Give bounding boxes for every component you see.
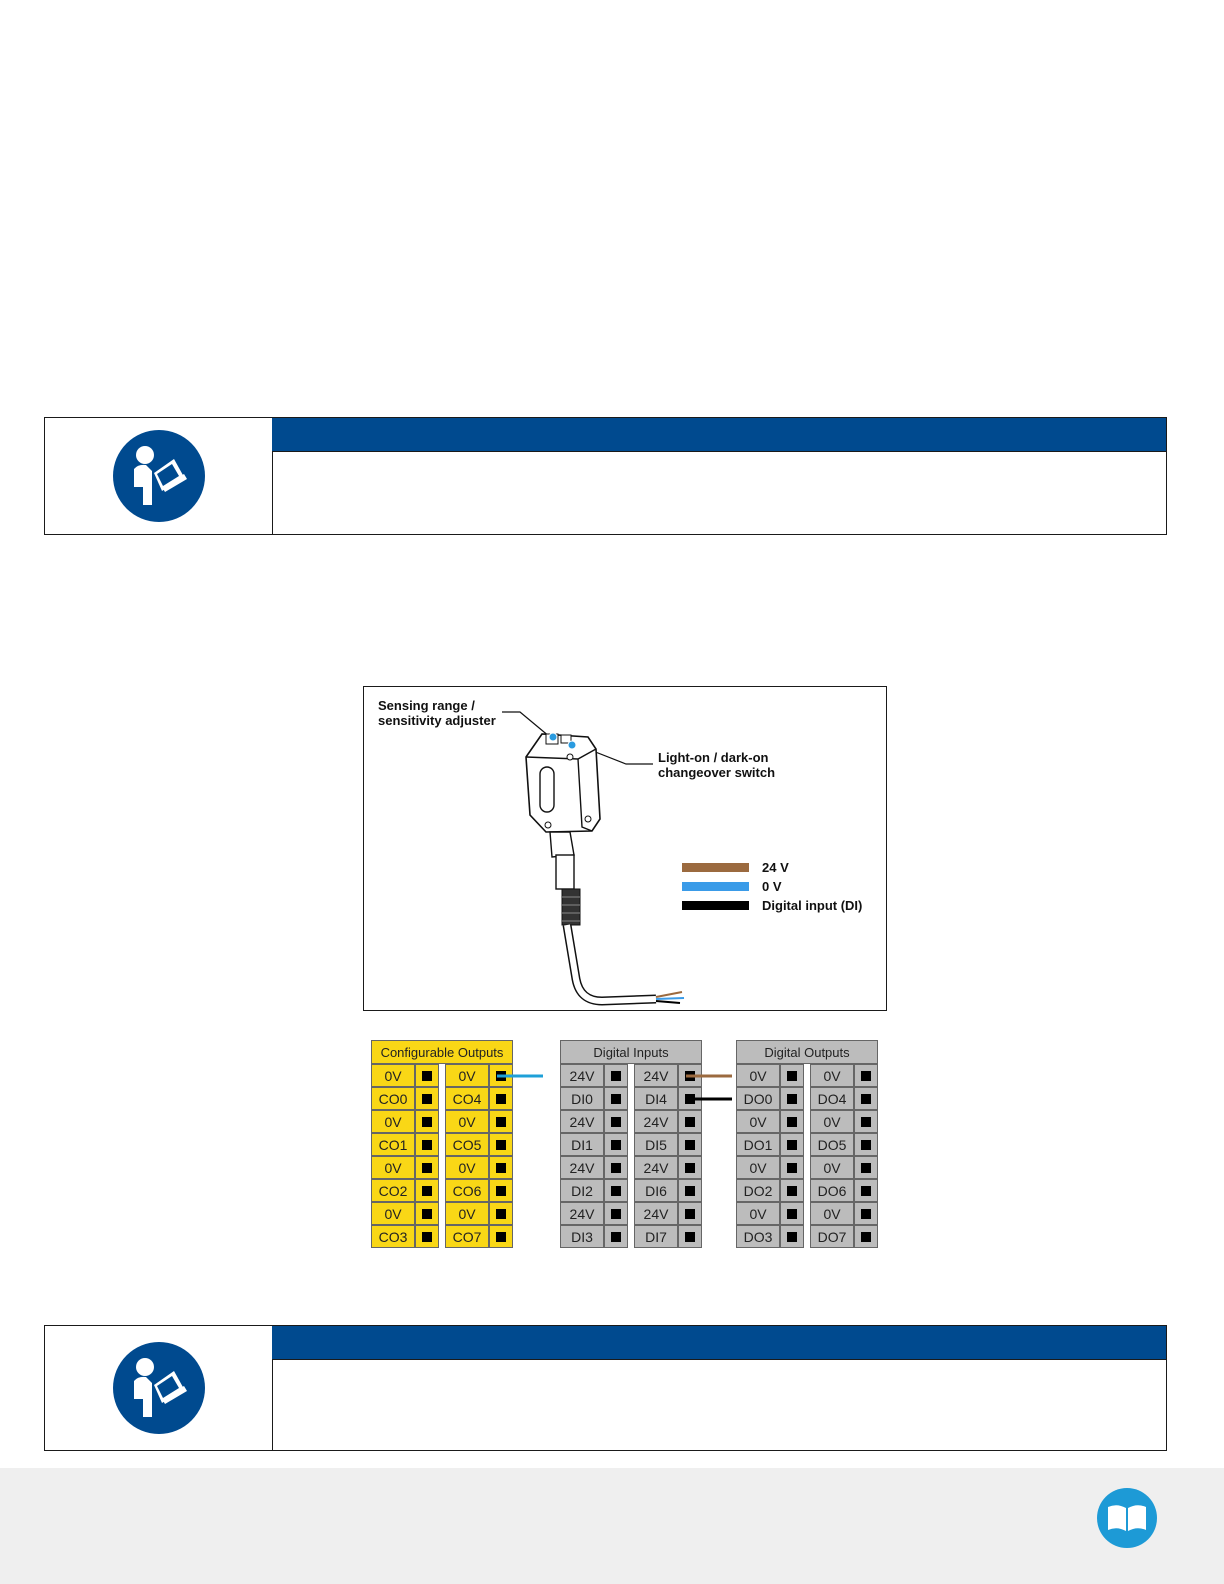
terminal-square-icon: [861, 1209, 871, 1219]
terminal-label: DI2: [560, 1179, 604, 1202]
terminal-square-icon: [422, 1232, 432, 1242]
terminal-square-icon: [861, 1140, 871, 1150]
terminal-label: DO4: [810, 1087, 854, 1110]
legend-swatch-brown: [682, 863, 749, 872]
terminal-screw: [780, 1202, 804, 1225]
terminal-screw: [489, 1087, 513, 1110]
terminal-label: 24V: [634, 1064, 678, 1087]
terminal-square-icon: [861, 1232, 871, 1242]
terminal-screw: [854, 1087, 878, 1110]
notice-box-top: [44, 417, 1167, 535]
terminal-label: 0V: [371, 1110, 415, 1133]
terminal-square-icon: [496, 1186, 506, 1196]
terminal-label: CO1: [371, 1133, 415, 1156]
terminal-square-icon: [496, 1071, 506, 1081]
terminal-square-icon: [611, 1117, 621, 1127]
terminal-label: 0V: [445, 1110, 489, 1133]
terminal-screw: [854, 1133, 878, 1156]
legend-swatch-black: [682, 901, 749, 910]
terminal-screw: [854, 1225, 878, 1248]
sensing-adjuster-label: Sensing range / sensitivity adjuster: [378, 698, 496, 728]
terminal-label: 24V: [634, 1110, 678, 1133]
legend-24v: [682, 860, 789, 875]
terminal-label: 0V: [371, 1156, 415, 1179]
legend-digital-input: [682, 898, 862, 913]
terminal-screw: [854, 1202, 878, 1225]
terminal-label: DI6: [634, 1179, 678, 1202]
terminal-screw: [780, 1064, 804, 1087]
terminal-label: DI7: [634, 1225, 678, 1248]
terminal-screw: [854, 1179, 878, 1202]
terminal-square-icon: [611, 1094, 621, 1104]
terminal-screw: [604, 1110, 628, 1133]
digital-inputs-block: [560, 1040, 702, 1250]
terminal-label: CO2: [371, 1179, 415, 1202]
terminal-screw: [678, 1087, 702, 1110]
terminal-screw: [489, 1179, 513, 1202]
sensor-figure: [363, 686, 887, 1011]
terminal-square-icon: [861, 1094, 871, 1104]
terminal-label: 24V: [634, 1156, 678, 1179]
terminal-label: DI0: [560, 1087, 604, 1110]
changeover-switch-label: Light-on / dark-on changeover switch: [658, 750, 776, 780]
notice-header-bar: [272, 1326, 1166, 1360]
terminal-screw: [854, 1064, 878, 1087]
terminal-label: 0V: [810, 1110, 854, 1133]
terminal-label: DO1: [736, 1133, 780, 1156]
terminal-screw: [604, 1133, 628, 1156]
terminal-label: CO0: [371, 1087, 415, 1110]
terminal-screw: [604, 1064, 628, 1087]
terminal-square-icon: [685, 1209, 695, 1219]
terminal-square-icon: [787, 1209, 797, 1219]
terminal-label: 0V: [810, 1064, 854, 1087]
terminal-screw: [604, 1156, 628, 1179]
sensor-drawing: [364, 687, 885, 1009]
terminal-screw: [780, 1133, 804, 1156]
terminal-screw: [604, 1179, 628, 1202]
terminal-screw: [678, 1064, 702, 1087]
terminal-square-icon: [787, 1071, 797, 1081]
terminal-screw: [489, 1202, 513, 1225]
terminal-screw: [415, 1110, 439, 1133]
terminal-square-icon: [685, 1071, 695, 1081]
terminal-screw: [780, 1087, 804, 1110]
configurable-outputs-block: [371, 1040, 513, 1250]
terminal-screw: [780, 1110, 804, 1133]
terminal-square-icon: [496, 1163, 506, 1173]
terminal-label: CO7: [445, 1225, 489, 1248]
terminal-label: 0V: [810, 1202, 854, 1225]
terminal-label: DO7: [810, 1225, 854, 1248]
notice-header-bar: [272, 418, 1166, 452]
terminal-screw: [489, 1225, 513, 1248]
terminal-label: 24V: [560, 1202, 604, 1225]
terminal-label: 0V: [371, 1202, 415, 1225]
terminal-label: DI1: [560, 1133, 604, 1156]
terminal-screw: [780, 1225, 804, 1248]
terminal-square-icon: [422, 1163, 432, 1173]
terminal-label: 24V: [560, 1110, 604, 1133]
terminal-label: 24V: [634, 1202, 678, 1225]
terminal-label: 0V: [736, 1110, 780, 1133]
terminal-square-icon: [861, 1071, 871, 1081]
terminal-square-icon: [611, 1163, 621, 1173]
terminal-square-icon: [611, 1140, 621, 1150]
terminal-screw: [415, 1179, 439, 1202]
terminal-label: 0V: [810, 1156, 854, 1179]
terminal-square-icon: [685, 1163, 695, 1173]
digital-outputs-title: Digital Outputs: [736, 1040, 878, 1064]
configurable-outputs-title: Configurable Outputs: [371, 1040, 513, 1064]
legend-label: 24 V: [762, 860, 789, 875]
terminal-square-icon: [787, 1232, 797, 1242]
digital-outputs-block: [736, 1040, 878, 1250]
terminal-square-icon: [685, 1140, 695, 1150]
terminal-screw: [415, 1225, 439, 1248]
page-footer: [0, 1468, 1224, 1584]
terminal-screw: [780, 1179, 804, 1202]
terminal-square-icon: [685, 1117, 695, 1127]
terminal-screw: [415, 1087, 439, 1110]
open-book-icon[interactable]: [1096, 1487, 1158, 1549]
terminal-screw: [678, 1179, 702, 1202]
terminal-square-icon: [685, 1232, 695, 1242]
terminal-square-icon: [611, 1186, 621, 1196]
terminal-label: DO3: [736, 1225, 780, 1248]
terminal-square-icon: [787, 1117, 797, 1127]
terminal-label: CO3: [371, 1225, 415, 1248]
digital-inputs-title: Digital Inputs: [560, 1040, 702, 1064]
terminal-label: 0V: [445, 1202, 489, 1225]
terminal-label: 0V: [445, 1156, 489, 1179]
terminal-label: CO6: [445, 1179, 489, 1202]
terminal-square-icon: [422, 1140, 432, 1150]
terminal-square-icon: [422, 1209, 432, 1219]
notice-icon-cell: [45, 418, 273, 534]
terminal-square-icon: [611, 1209, 621, 1219]
terminal-square-icon: [787, 1186, 797, 1196]
legend-label: Digital input (DI): [762, 898, 863, 913]
terminal-label: DO5: [810, 1133, 854, 1156]
legend-0v: [682, 879, 782, 894]
terminal-square-icon: [685, 1094, 695, 1104]
terminal-square-icon: [861, 1163, 871, 1173]
terminal-square-icon: [422, 1094, 432, 1104]
terminal-screw: [415, 1133, 439, 1156]
terminal-square-icon: [496, 1117, 506, 1127]
terminal-label: 0V: [736, 1202, 780, 1225]
terminal-label: 24V: [560, 1064, 604, 1087]
terminal-screw: [678, 1110, 702, 1133]
terminal-label: 0V: [736, 1156, 780, 1179]
read-manual-icon: [112, 1341, 206, 1435]
terminal-label: DI5: [634, 1133, 678, 1156]
terminal-screw: [604, 1225, 628, 1248]
terminal-screw: [489, 1156, 513, 1179]
terminal-screw: [415, 1156, 439, 1179]
terminal-label: DO6: [810, 1179, 854, 1202]
read-manual-icon: [112, 429, 206, 523]
terminal-square-icon: [496, 1232, 506, 1242]
terminal-screw: [854, 1110, 878, 1133]
terminal-screw: [678, 1133, 702, 1156]
terminal-screw: [604, 1202, 628, 1225]
legend-label: 0 V: [762, 879, 782, 894]
terminal-square-icon: [422, 1071, 432, 1081]
terminal-square-icon: [611, 1232, 621, 1242]
terminal-square-icon: [787, 1094, 797, 1104]
terminal-screw: [854, 1156, 878, 1179]
terminal-label: CO4: [445, 1087, 489, 1110]
terminal-screw: [780, 1156, 804, 1179]
terminal-label: CO5: [445, 1133, 489, 1156]
terminal-screw: [678, 1202, 702, 1225]
notice-box-bottom: [44, 1325, 1167, 1451]
terminal-label: 0V: [371, 1064, 415, 1087]
terminal-label: DO0: [736, 1087, 780, 1110]
terminal-screw: [415, 1202, 439, 1225]
terminal-square-icon: [611, 1071, 621, 1081]
terminal-screw: [489, 1133, 513, 1156]
terminal-square-icon: [861, 1186, 871, 1196]
terminal-screw: [678, 1225, 702, 1248]
terminal-square-icon: [861, 1117, 871, 1127]
terminal-screw: [415, 1064, 439, 1087]
legend-swatch-blue: [682, 882, 749, 891]
terminal-label: DO2: [736, 1179, 780, 1202]
terminal-screw: [489, 1110, 513, 1133]
terminal-screw: [678, 1156, 702, 1179]
terminal-label: 0V: [736, 1064, 780, 1087]
notice-icon-cell: [45, 1326, 273, 1450]
terminal-screw: [604, 1087, 628, 1110]
terminal-square-icon: [787, 1140, 797, 1150]
terminal-square-icon: [496, 1209, 506, 1219]
terminal-label: 0V: [445, 1064, 489, 1087]
terminal-screw: [489, 1064, 513, 1087]
terminal-label: 24V: [560, 1156, 604, 1179]
terminal-square-icon: [422, 1117, 432, 1127]
terminal-label: DI3: [560, 1225, 604, 1248]
terminal-square-icon: [685, 1186, 695, 1196]
terminal-square-icon: [496, 1140, 506, 1150]
terminal-square-icon: [496, 1094, 506, 1104]
terminal-square-icon: [787, 1163, 797, 1173]
terminal-label: DI4: [634, 1087, 678, 1110]
terminal-square-icon: [422, 1186, 432, 1196]
